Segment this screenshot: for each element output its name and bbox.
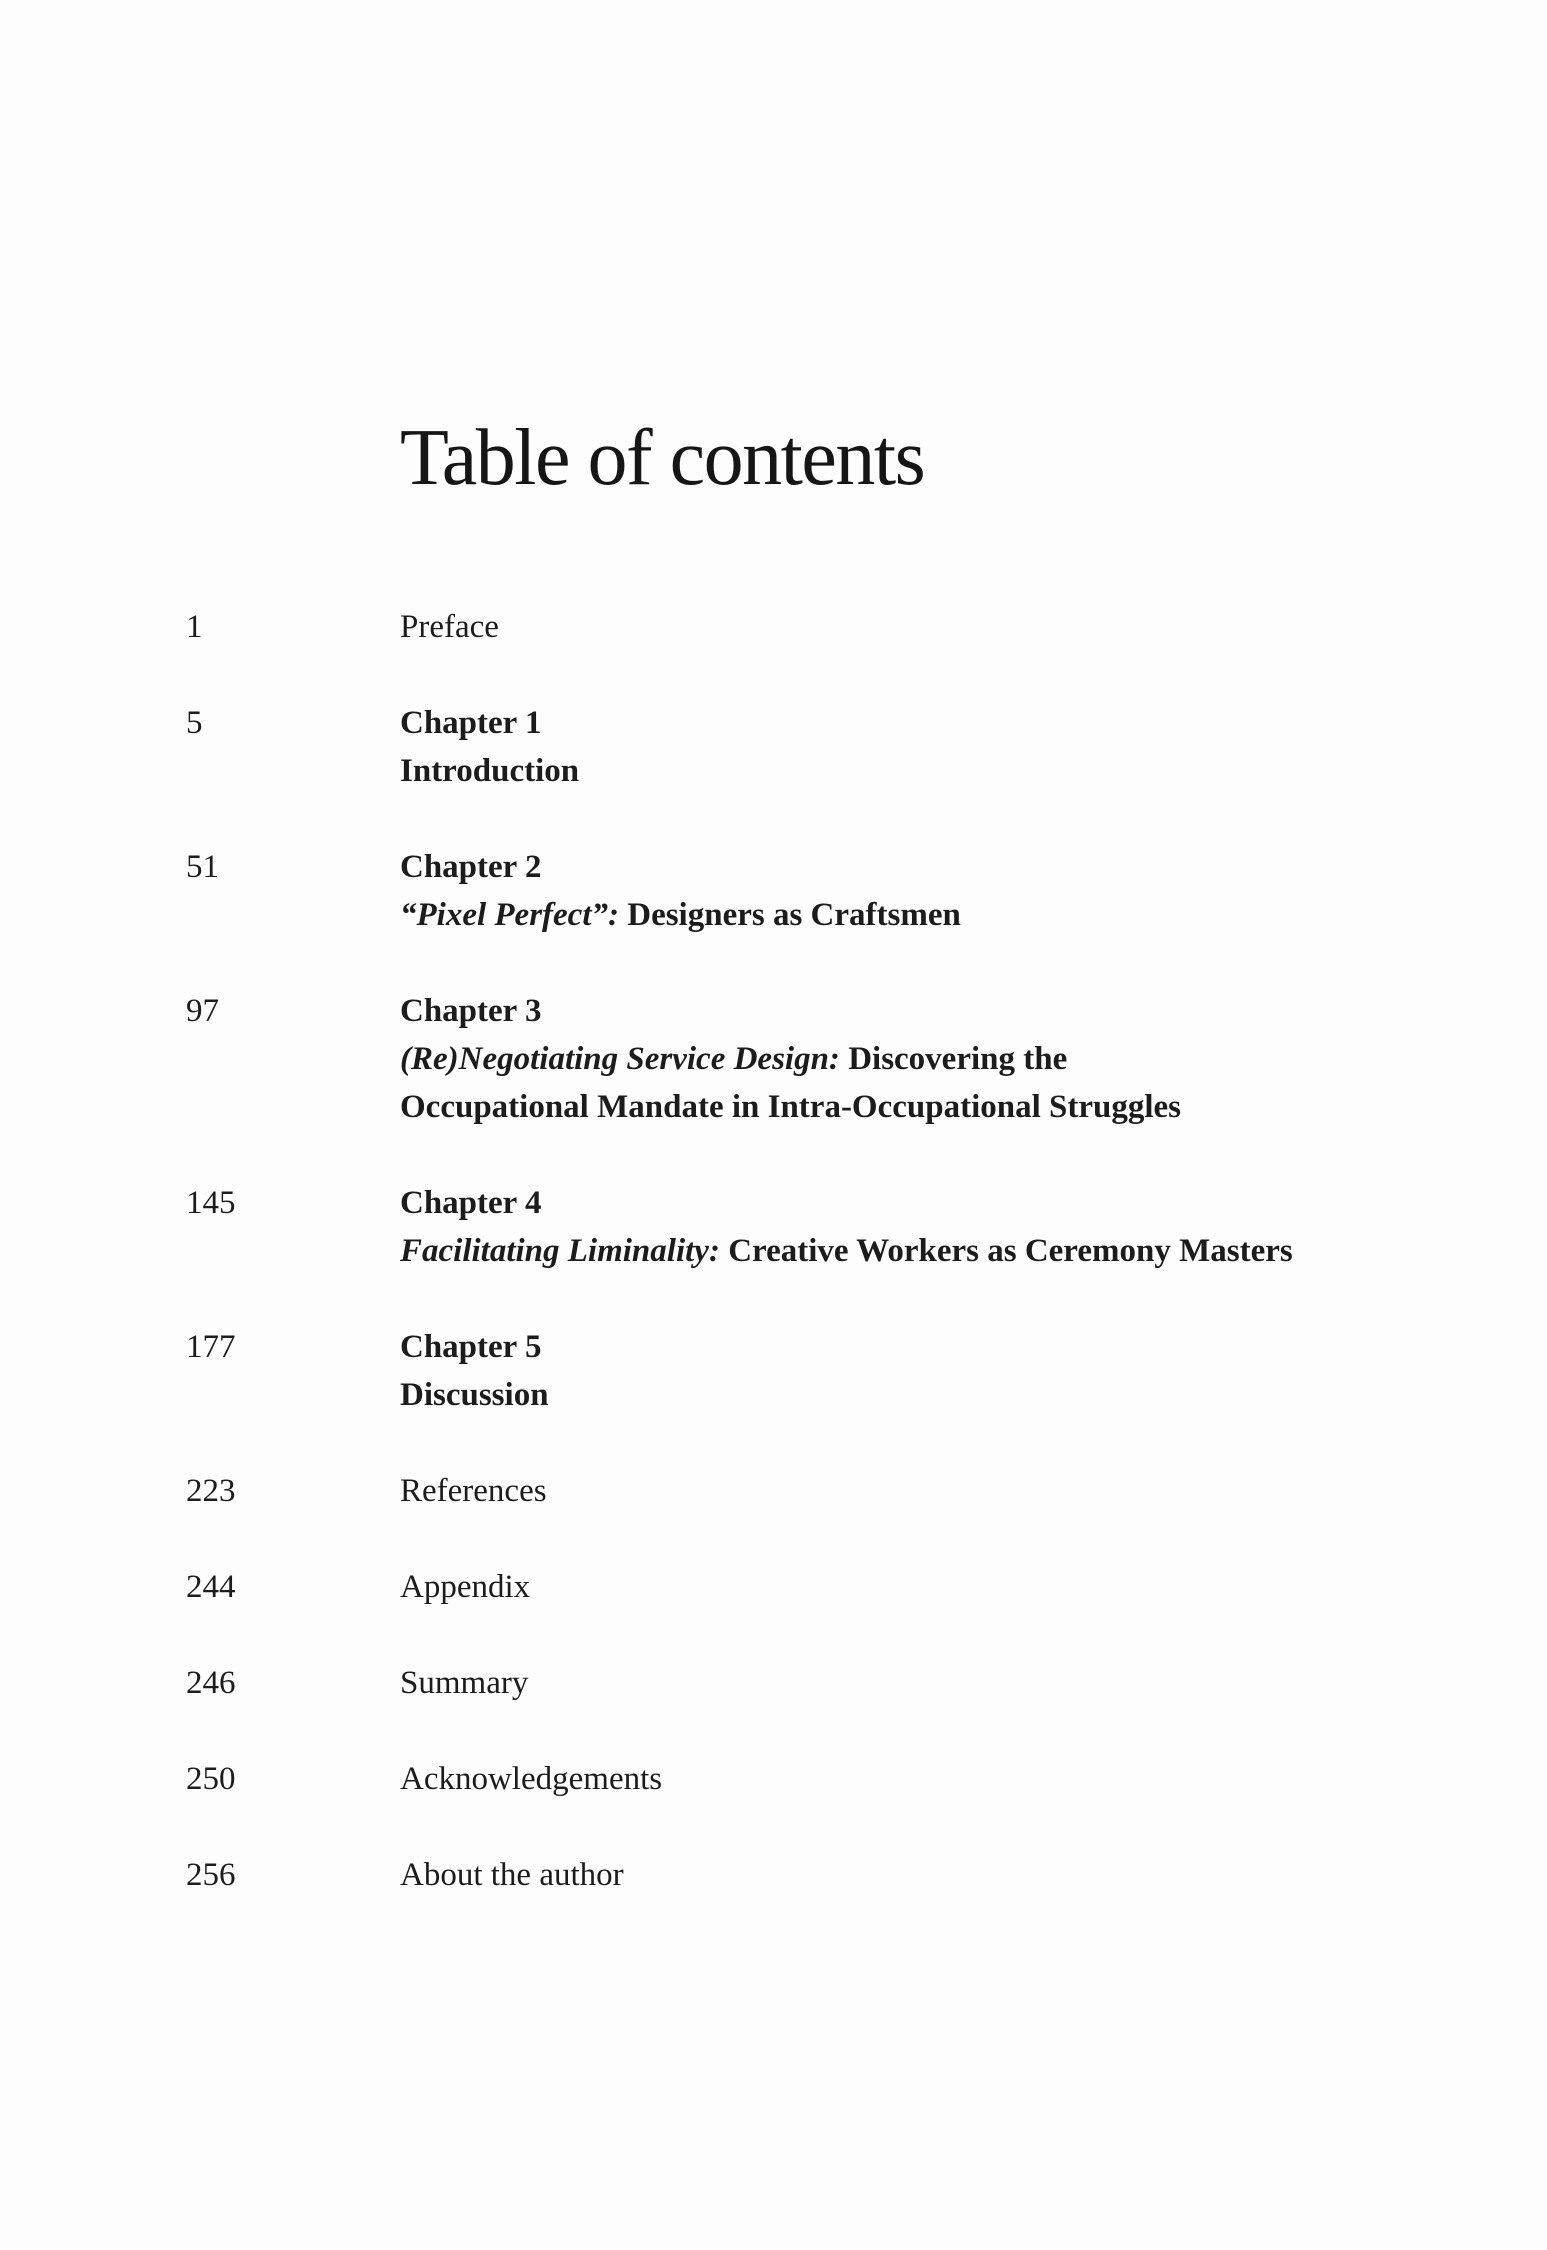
toc-page-number: 1 <box>186 609 203 645</box>
chapter-heading: Chapter 2 <box>400 849 542 885</box>
toc-entry-references[interactable] <box>0 1467 1547 1567</box>
chapter-subtitle: Discovering the <box>839 1041 1068 1077</box>
toc-page-number: 250 <box>186 1761 236 1797</box>
page-title: Table of contents <box>400 414 925 502</box>
toc-entry-acknowledgements[interactable] <box>0 1755 1547 1855</box>
toc-label: Acknowledgements <box>400 1761 663 1797</box>
toc-entry-preface[interactable] <box>0 603 1547 703</box>
chapter-subtitle-line-2: Occupational Mandate in Intra-Occupational Struggles <box>400 1089 1182 1125</box>
chapter-subtitle: Discussion <box>400 1377 549 1413</box>
toc-entry-about-the-author[interactable] <box>0 1851 1547 1951</box>
chapter-heading: Chapter 4 <box>400 1185 542 1221</box>
chapter-subtitle: Introduction <box>400 753 580 789</box>
chapter-subtitle-italic: Facilitating Liminality: <box>400 1233 720 1269</box>
toc-entry-chapter-1[interactable] <box>0 699 1547 799</box>
toc-label: About the author <box>400 1857 624 1893</box>
chapter-heading: Chapter 1 <box>400 705 542 741</box>
toc-page-number: 244 <box>186 1569 236 1605</box>
toc-label: Appendix <box>400 1569 531 1605</box>
toc-page-number: 256 <box>186 1857 236 1893</box>
toc-label: Summary <box>400 1665 529 1701</box>
toc-entry-summary[interactable] <box>0 1659 1547 1759</box>
chapter-subtitle-italic: “Pixel Perfect”: <box>400 897 619 933</box>
toc-page-number: 246 <box>186 1665 236 1701</box>
chapter-subtitle-line <box>400 891 1480 939</box>
toc-page-number: 97 <box>186 993 219 1029</box>
toc-entry-chapter-5[interactable] <box>0 1323 1547 1423</box>
chapter-subtitle-line <box>400 1035 1480 1083</box>
toc-page-number: 145 <box>186 1185 236 1221</box>
chapter-subtitle: Creative Workers as Ceremony Masters <box>719 1233 1293 1269</box>
chapter-heading: Chapter 5 <box>400 1329 542 1365</box>
toc-entry-appendix[interactable] <box>0 1563 1547 1663</box>
toc-page-number: 223 <box>186 1473 236 1509</box>
toc-page-number: 177 <box>186 1329 236 1365</box>
toc-page-number: 51 <box>186 849 219 885</box>
toc-entry-chapter-2[interactable] <box>0 843 1547 943</box>
toc-label: Preface <box>400 609 499 645</box>
chapter-subtitle-line <box>400 1227 1480 1275</box>
toc-label: References <box>400 1473 547 1509</box>
toc-page-number: 5 <box>186 705 203 741</box>
toc-entry-chapter-4[interactable] <box>0 1179 1547 1279</box>
chapter-heading: Chapter 3 <box>400 993 542 1029</box>
toc-entry-chapter-3[interactable] <box>0 987 1547 1125</box>
chapter-subtitle: Designers as Craftsmen <box>618 897 961 933</box>
chapter-subtitle-italic: (Re)Negotiating Service Design: <box>400 1041 840 1077</box>
